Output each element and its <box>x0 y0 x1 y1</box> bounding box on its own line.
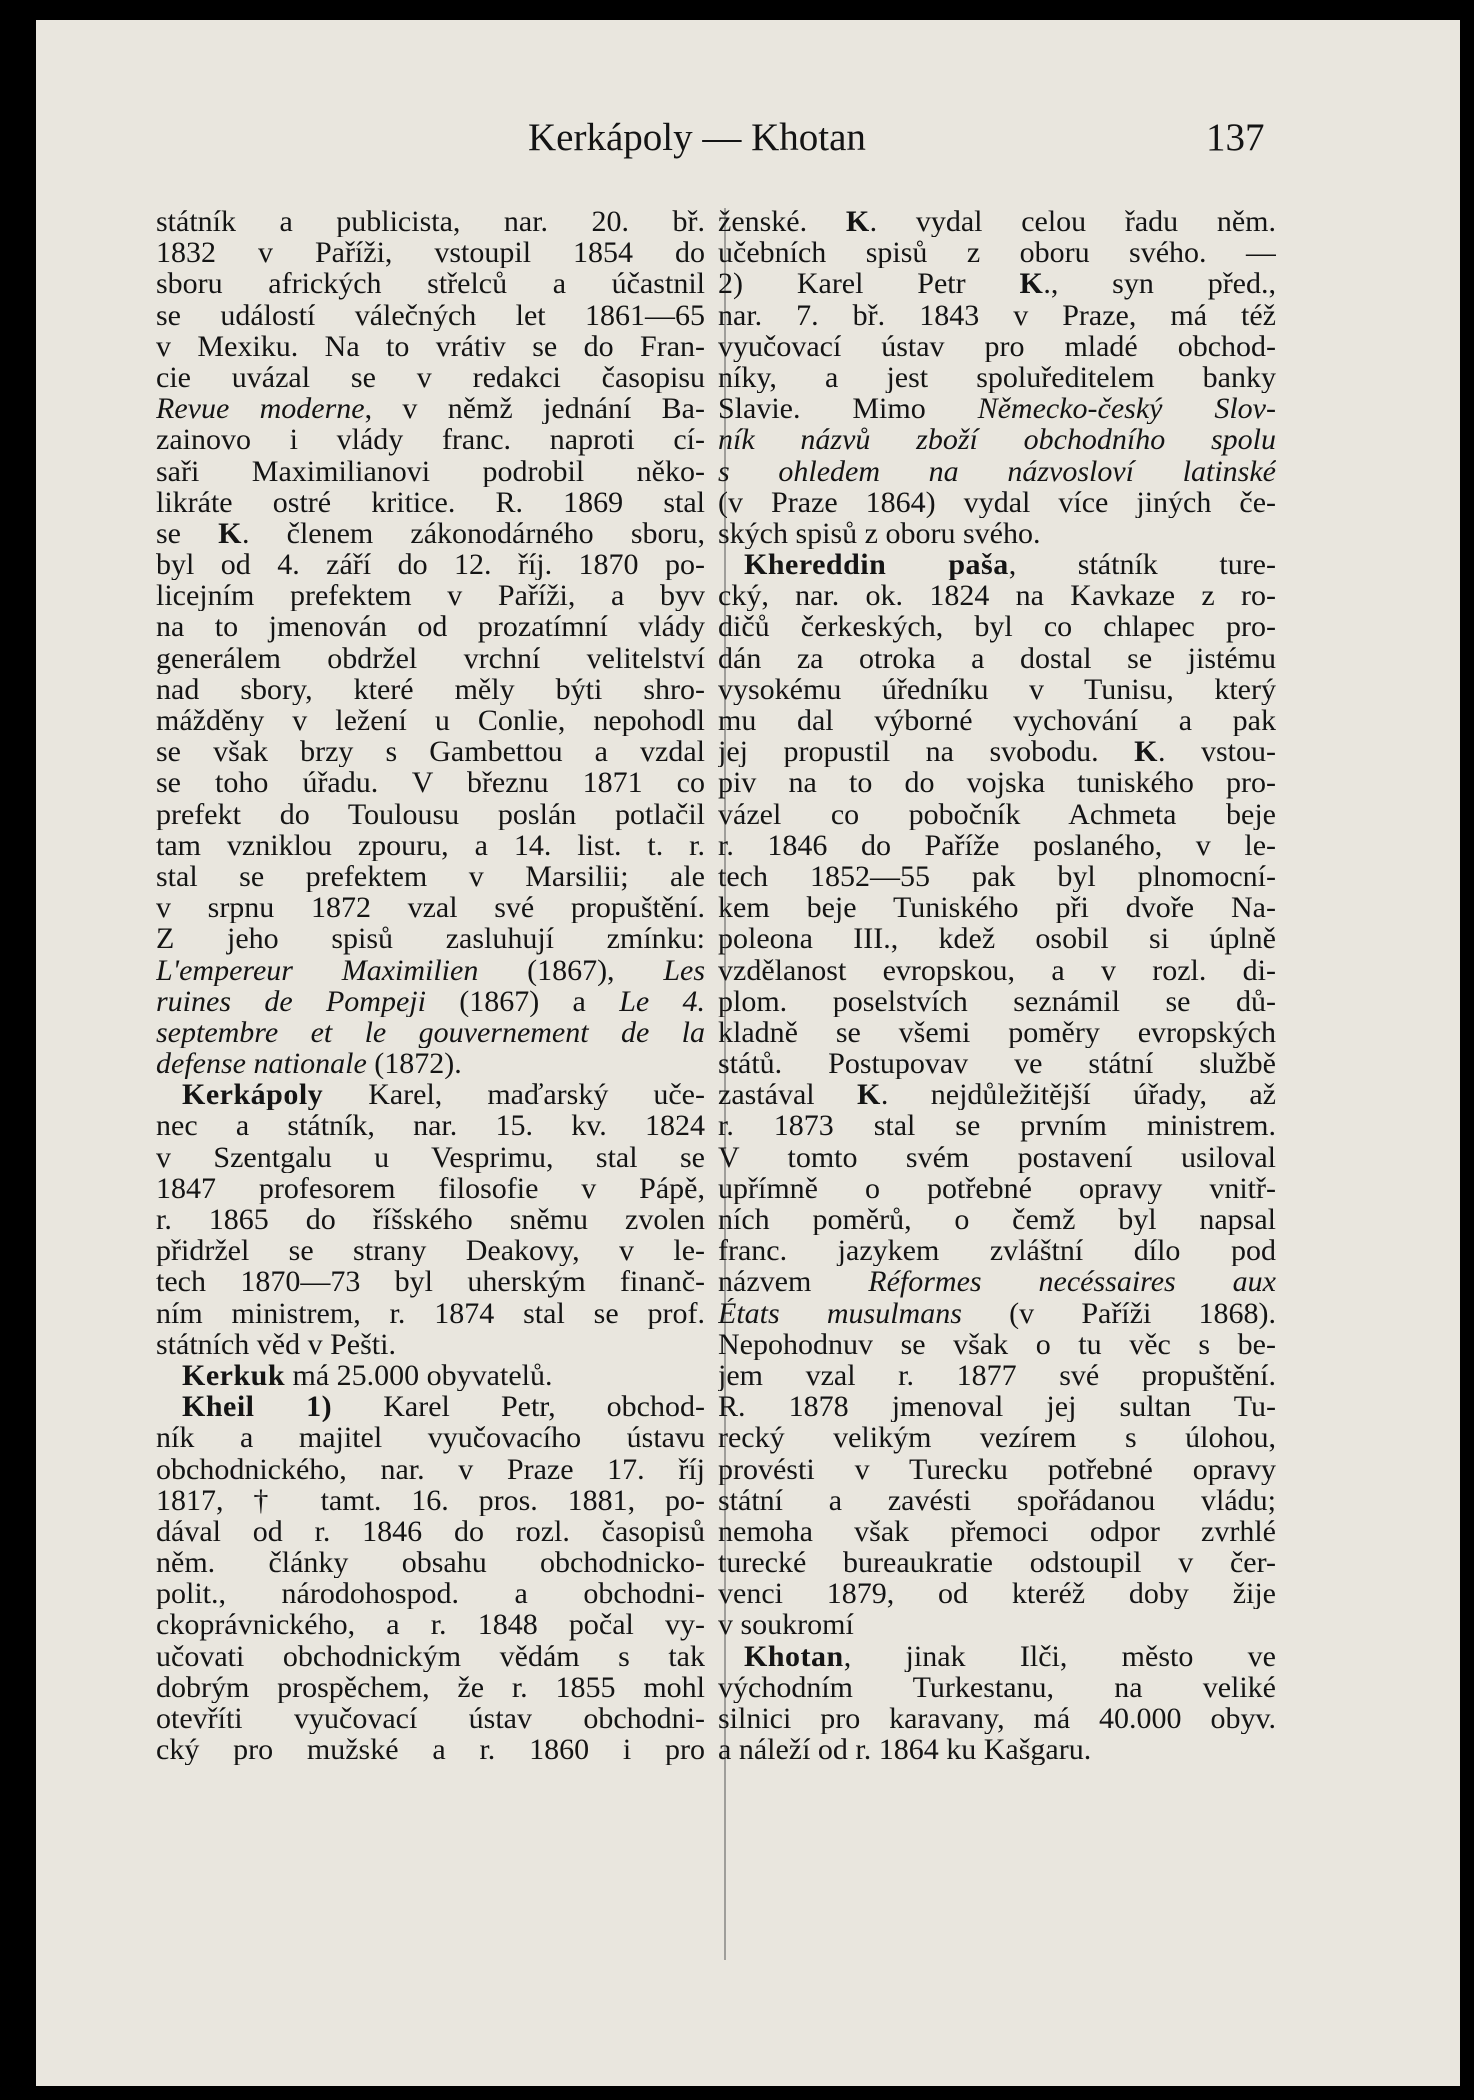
right-column <box>718 206 1276 1765</box>
entry-headword: Khereddin paša <box>744 549 1009 581</box>
text-line: státních věd v Pešti. <box>156 1328 396 1360</box>
text-line: zainovo i vlády franc. naproti cí- <box>156 424 705 456</box>
entry-headword: Kerkápoly <box>182 1079 324 1111</box>
text-line <box>156 955 705 986</box>
text-line: v soukromí <box>718 1609 854 1641</box>
text-line: nar. 7. bř. 1843 v Praze, má též <box>718 299 1276 331</box>
text-line: r. 1873 stal se prvním ministrem. <box>718 1110 1276 1142</box>
running-title: Kerkápoly — Khotan <box>528 116 866 159</box>
text-line: sboru afrických střelců a účastnil <box>156 268 705 300</box>
text-line: franc. jazykem zvláštní dílo pod <box>718 1235 1276 1267</box>
text-line: dičů čerkeských, byl co chlapec pro- <box>718 611 1276 643</box>
text-line: recký velikým vezírem s úlohou, <box>718 1422 1276 1454</box>
text-line <box>156 1079 705 1110</box>
text-line: tech 1852—55 pak byl plnomocní- <box>718 860 1276 893</box>
text-run: . vstou- <box>1158 736 1276 768</box>
page-header <box>36 115 1460 175</box>
text-line <box>718 549 1276 580</box>
text-line: piv na to do vojska tuniského pro- <box>718 767 1276 799</box>
text-line: dán za otroka a dostal se jistému <box>718 642 1276 674</box>
text-line: tech 1870—73 byl uherským finanč- <box>156 1266 705 1298</box>
text-line: ním ministrem, r. 1874 stal se prof. <box>156 1297 705 1329</box>
text-line: ních poměrů, o čemž byl napsal <box>718 1204 1276 1236</box>
text-line: obchodnického, nar. v Praze 17. říj <box>156 1453 705 1485</box>
entry-headword: K <box>218 517 242 550</box>
text-run: jej propustil na svobodu. <box>718 736 1135 768</box>
text-run: (1867) a <box>425 985 620 1017</box>
text-line: 1817, † tamt. 16. pros. 1881, po- <box>156 1484 705 1516</box>
text-run: , jinak Ilči, město ve <box>843 1640 1276 1672</box>
text-line: učovati obchodnickým vědám s tak <box>156 1640 705 1672</box>
text-run: . členem zákonodárného sboru, <box>242 517 705 550</box>
text-line: (v Praze 1864) vydal více jiných če- <box>718 486 1276 518</box>
text-line: otevříti vyučovací ústav obchodni- <box>156 1703 705 1735</box>
text-line: vyučovací ústav pro mladé obchod- <box>718 330 1276 362</box>
text-line: upřímně o potřebné opravy vnitř- <box>718 1172 1276 1204</box>
text-line: turecké bureaukratie odstoupil v čer- <box>718 1547 1276 1579</box>
entry-headword: K <box>1019 268 1044 300</box>
text-line: na to jmenován od prozatímní vlády <box>156 611 705 643</box>
text-line: se toho úřadu. V březnu 1871 co <box>156 767 705 799</box>
text-line: vzdělanost evropskou, a v rozl. di- <box>718 954 1276 986</box>
text-line <box>156 1360 705 1391</box>
text-line: níky, a jest spoluředitelem banky <box>718 361 1276 394</box>
text-line: venci 1879, od kteréž doby žije <box>718 1578 1276 1610</box>
text-line: stal se prefektem v Marsilii; ale <box>156 860 705 893</box>
text-line: Nepohodnuv se však o tu věc s be- <box>718 1328 1276 1360</box>
text-line: vázel co pobočník Achmeta beje <box>718 798 1276 830</box>
text-line <box>156 1017 705 1048</box>
text-line: likráte ostré kritice. R. 1869 stal <box>156 486 705 518</box>
text-run: , v němž jednání Ba- <box>364 393 705 425</box>
text-run: zastával <box>718 1079 858 1111</box>
text-line: státní a zavésti spořádanou vládu; <box>718 1484 1276 1516</box>
text-line <box>156 1048 705 1079</box>
text-line: nad sbory, které měly býti shro- <box>156 673 705 705</box>
text-line <box>718 1079 1276 1110</box>
text-line: přidržel se strany Deakovy, v le- <box>156 1235 705 1267</box>
text-run: 2) Karel Petr <box>718 268 1020 300</box>
italic-title: Les <box>663 954 705 986</box>
text-line: tam vzniklou zpouru, a 14. list. t. r. <box>156 829 705 861</box>
text-line <box>718 393 1276 424</box>
text-line: generálem obdržel vrchní velitelství <box>156 642 705 674</box>
text-line: plom. poselstvích seznámil se dů- <box>718 985 1276 1017</box>
text-run: má 25.000 obyvatelů. <box>285 1359 553 1392</box>
text-line: cký pro mužské a r. 1860 i pro <box>156 1734 705 1766</box>
text-line: učebních spisů z oboru svého. — <box>718 237 1276 269</box>
text-line <box>156 986 705 1017</box>
text-line <box>156 518 705 549</box>
text-line <box>718 424 1276 455</box>
italic-title: septembre et le gouvernement de la <box>156 1016 705 1049</box>
text-line: prefekt do Toulousu poslán potlačil <box>156 798 705 830</box>
text-line: ník a majitel vyučovacího ústavu <box>156 1422 705 1454</box>
text-line: se událostí válečných let 1861—65 <box>156 299 705 331</box>
text-line: mážděny v ležení u Conlie, nepohodl <box>156 705 705 737</box>
text-line: polit., národohospod. a obchodni- <box>156 1578 705 1610</box>
italic-title: Revue moderne <box>156 393 365 425</box>
text-line: R. 1878 jmenoval jej sultan Tu- <box>718 1391 1276 1423</box>
text-line: dobrým prospěchem, že r. 1855 mohl <box>156 1671 705 1703</box>
text-line: jem vzal r. 1877 své propuštění. <box>718 1359 1276 1392</box>
italic-title: s ohledem na názvosloví latinské <box>718 455 1276 487</box>
text-run: Karel, maďarský uče- <box>323 1079 705 1111</box>
text-line: se však brzy s Gambettou a vzdal <box>156 736 705 768</box>
text-line <box>156 393 705 424</box>
italic-title: ník názvů zboží obchodního spolu <box>718 424 1276 456</box>
text-line: státník a publicista, nar. 20. bř. <box>156 206 705 238</box>
text-line: nec a státník, nar. 15. kv. 1824 <box>156 1110 705 1142</box>
text-line <box>718 268 1276 299</box>
text-line: něm. články obsahu obchodnicko- <box>156 1547 705 1579</box>
text-line <box>156 1391 705 1422</box>
text-line <box>718 1266 1276 1297</box>
italic-title: L'empereur Maximilien <box>156 954 479 986</box>
text-line: licejním prefektem v Paříži, a byv <box>156 580 705 612</box>
entry-headword: Khotan <box>744 1640 844 1672</box>
text-line: nemoha však přemoci odpor zvrhlé <box>718 1515 1276 1548</box>
text-line: 1847 profesorem filosofie v Pápě, <box>156 1172 705 1204</box>
text-line: cký, nar. ok. 1824 na Kavkaze z ro- <box>718 580 1276 612</box>
text-line: států. Postupovav ve státní službě <box>718 1048 1276 1080</box>
text-line: saři Maximilianovi podrobil něko- <box>156 455 705 487</box>
italic-title: defense nationale <box>156 1048 367 1080</box>
text-line: v Mexiku. Na to vrátiv se do Fran- <box>156 330 705 362</box>
entry-headword: K <box>1134 736 1158 768</box>
text-line: a náleží od r. 1864 ku Kašgaru. <box>718 1734 1092 1766</box>
text-line: vysokému úředníku v Tunisu, který <box>718 673 1276 705</box>
text-line: Z jeho spisů zasluhují zmínku: <box>156 923 705 955</box>
text-run: . nejdůležitější úřady, až <box>880 1079 1276 1111</box>
page-number: 137 <box>1206 116 1265 159</box>
text-line <box>718 1641 1276 1672</box>
text-line: východním Turkestanu, na veliké <box>718 1671 1276 1703</box>
text-run: (v Paříži 1868). <box>961 1297 1276 1329</box>
text-line <box>718 206 1276 237</box>
entry-headword: Kheil 1) <box>182 1391 333 1423</box>
text-line: dával od r. 1846 do rozl. časopisů <box>156 1515 705 1548</box>
italic-title: Réformes necéssaires aux <box>868 1266 1276 1298</box>
text-line: v srpnu 1872 vzal své propuštění. <box>156 892 705 924</box>
text-run: , státník ture- <box>1008 549 1276 581</box>
text-line: provésti v Turecku potřebné opravy <box>718 1453 1276 1485</box>
text-run: (1872). <box>366 1048 462 1080</box>
entry-headword: K <box>845 206 870 238</box>
text-line: byl od 4. září do 12. říj. 1870 po- <box>156 549 705 581</box>
text-line <box>718 1298 1276 1329</box>
text-line <box>718 456 1276 487</box>
text-run: Karel Petr, obchod- <box>332 1391 705 1423</box>
text-run: ., syn před., <box>1043 268 1276 300</box>
text-run: (1867), <box>478 954 664 986</box>
text-line: v Szentgalu u Vesprimu, stal se <box>156 1141 705 1173</box>
text-line: kem beje Tuniského při dvoře Na- <box>718 892 1276 924</box>
italic-title: Německo-český Slov- <box>977 393 1276 425</box>
text-run: názvem <box>718 1266 869 1298</box>
text-line: mu dal výborné vychování a pak <box>718 705 1276 737</box>
text-run: Slavie. Mimo <box>718 393 978 425</box>
text-line: ckoprávnického, a r. 1848 počal vy- <box>156 1609 705 1641</box>
italic-title: ruines de Pompeji <box>156 985 426 1017</box>
entry-headword: Kerkuk <box>182 1359 286 1392</box>
text-line: kladně se všemi poměry evropských <box>718 1016 1276 1049</box>
text-line: 1832 v Paříži, vstoupil 1854 do <box>156 237 705 269</box>
text-line: V tomto svém postavení usiloval <box>718 1141 1276 1173</box>
text-run: se <box>156 517 219 550</box>
italic-title: Le 4. <box>619 985 705 1017</box>
text-line: silnici pro karavany, má 40.000 obyv. <box>718 1703 1276 1735</box>
text-line: cie uvázal se v redakci časopisu <box>156 361 705 394</box>
italic-title: États musulmans <box>718 1297 962 1329</box>
entry-headword: K <box>857 1079 881 1111</box>
text-run: ženské. <box>718 206 846 238</box>
text-line <box>718 736 1276 767</box>
text-line: poleona III., kdež osobil si úplně <box>718 923 1276 955</box>
left-column <box>156 206 705 1765</box>
text-line: ských spisů z oboru svého. <box>718 517 1041 550</box>
text-run: . vydal celou řadu něm. <box>869 206 1276 238</box>
text-line: r. 1846 do Paříže poslaného, v le- <box>718 829 1276 861</box>
text-line: r. 1865 do říšského sněmu zvolen <box>156 1204 705 1236</box>
book-page <box>36 20 1460 2086</box>
